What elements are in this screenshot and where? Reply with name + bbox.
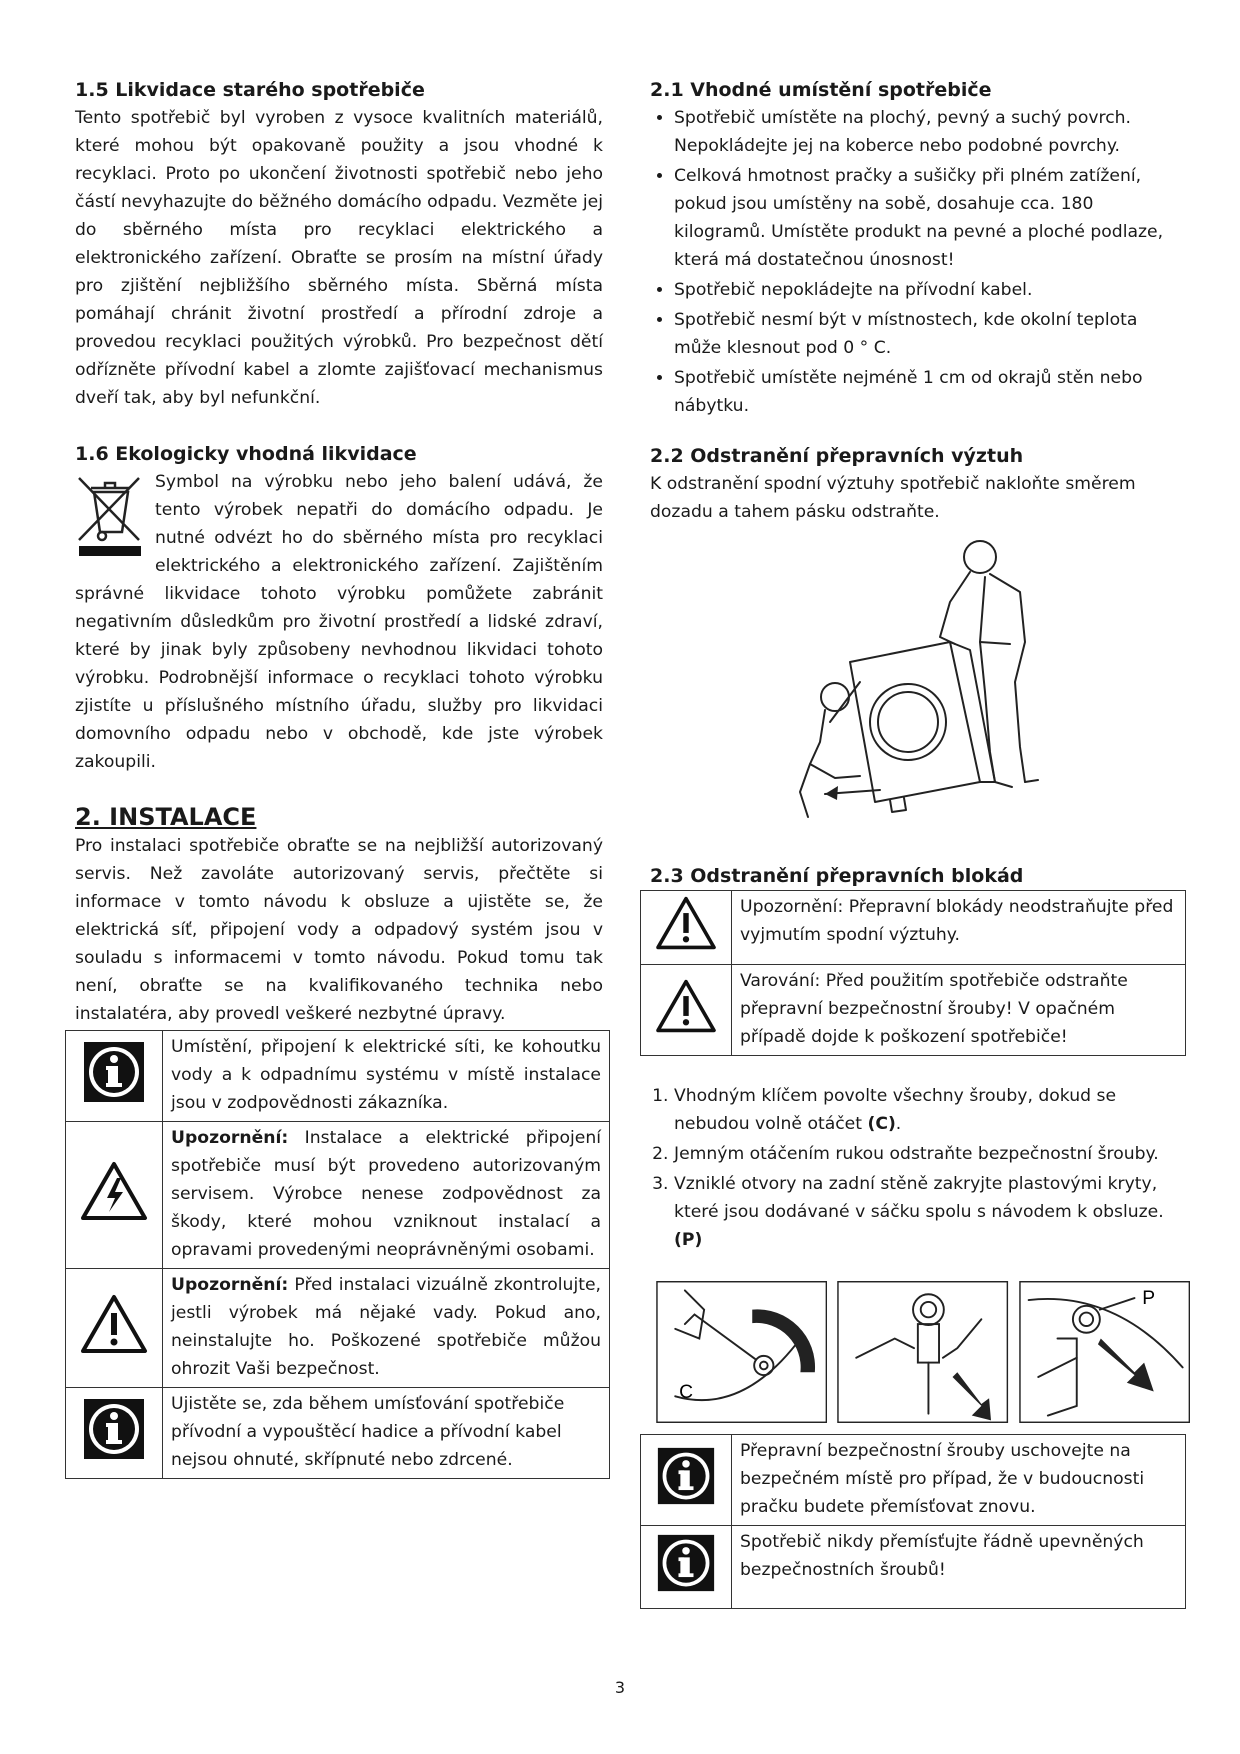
warning-icon	[641, 891, 732, 965]
placement-list	[650, 104, 1190, 420]
note-label: Upozornění:	[171, 1128, 289, 1148]
note-text: Ujistěte se, zda během umísťování spotřebiče přívodní a vypouštěcí hadice a přívodní kabel nejsou ohnuté, skřípnuté nebo zdrcené.	[163, 1388, 610, 1479]
step-item: 3. Vzniklé otvory na zadní stěně zakryjte plastovými kryty, které jsou dodávané v sáčku spolu s návodem k obsluze. (P)	[674, 1170, 1190, 1254]
fig-label-p: P	[1141, 1287, 1155, 1309]
step-item: 2. Jemným otáčením rukou odstraňte bezpečnostní šrouby.	[674, 1140, 1190, 1168]
electric-hazard-icon	[66, 1122, 163, 1269]
warning-text: Upozornění: Přepravní blokády neodstraňujte před vyjmutím spodní výztuhy.	[732, 891, 1186, 965]
removal-steps	[650, 1082, 1190, 1254]
note-row	[66, 1031, 610, 1122]
section-1-5-body: Tento spotřebič byl vyroben z vysoce kvalitních materiálů, které mohou být opakovaně použity a jsou vhodné k recyklaci. Proto po ukončení životnosti spotřebič nebo jeho částí nevyhazujte do běžného domácího odpadu. Vezměte jej do sběrného místa pro recyklaci elektrického a elektronického zařízení. Obraťte se prosím na místní úřady pro zjištění nejbližšího sběrného místa. Sběrná místa pomáhají chránit životní prostředí a přírodní zdroje a provedou recyklaci použitých výrobků. Pro bezpečnost dětí odřízněte přívodní kabel a zlomte zajišťovací mechanismus dveří tak, aby byl nefunkční.	[75, 108, 603, 408]
section-2-title: 2. INSTALACE	[75, 803, 257, 831]
steps-illustrations	[656, 1278, 1190, 1426]
section-2-2-body: K odstranění spodní výztuhy spotřebič nakloňte směrem dozadu a tahem pásku odstraňte.	[650, 474, 1136, 522]
tilting-washer-illustration	[780, 532, 1080, 822]
list-item: • Spotřebič nepokládejte na přívodní kabel.	[674, 276, 1190, 304]
note-row	[66, 1388, 610, 1479]
weee-crossed-bin-icon	[75, 474, 145, 558]
warning-icon	[66, 1269, 163, 1388]
section-1-6-body: Symbol na výrobku nebo jeho balení udává, že tento výrobek nepatři do domácího odpadu. Je nutné odvézt ho do sběrného místa pro recyklaci elektrického a elektronického zařízení. Zajištěním správné likvidace tohoto výrobku pomůžete zabránit negativním důsledkům pro životní prostředí a lidské zdraví, které by jinak byly způsobeny nevhodnou likvidaci tohoto výrobku. Podrobnější informace o recyklaci tohoto výrobku zjistíte u příslušného místního úřadu, služby pro likvidaci domovního odpadu nebo v obchodě, kde jste výrobek zakoupili.	[75, 472, 603, 772]
section-1-5-title: 1.5 Likvidace starého spotřebiče	[75, 79, 425, 101]
right-column	[650, 76, 1190, 1609]
wrench-loosen-illustration	[656, 1278, 827, 1426]
note-row	[66, 1122, 610, 1269]
note-label: Upozornění:	[171, 1275, 289, 1295]
section-1-6-title: 1.6 Ekologicky vhodná likvidace	[75, 443, 417, 465]
note-text: Přepravní bezpečnostní šrouby uschovejte na bezpečném místě pro případ, že v budoucnosti pračku budete přemísťovat znovu.	[732, 1435, 1186, 1526]
info-icon	[66, 1388, 163, 1479]
list-item: • Spotřebič umístěte nejméně 1 cm od okrajů stěn nebo nábytku.	[674, 364, 1190, 420]
note-text: Spotřebič nikdy přemísťujte řádně upevněných bezpečnostních šroubů!	[732, 1526, 1186, 1609]
section-2-2-title: 2.2 Odstranění přepravních výztuh	[650, 445, 1024, 467]
warning-row	[641, 965, 1186, 1056]
warning-icon	[641, 965, 732, 1056]
note-row	[641, 1526, 1186, 1609]
note-text: Umístění, připojení k elektrické síti, ke kohoutku vody a k odpadnímu systému v místě instalace jsou v zodpovědnosti zákazníka.	[163, 1031, 610, 1122]
info-icon	[66, 1031, 163, 1122]
plastic-cap-illustration	[1019, 1278, 1190, 1426]
step-item: 1. Vhodným klíčem povolte všechny šrouby, dokud se nebudou volně otáčet (C).	[674, 1082, 1190, 1138]
section-2-1-title: 2.1 Vhodné umístění spotřebiče	[650, 79, 992, 101]
list-item: • Spotřebič nesmí být v místnostech, kde okolní teplota může klesnout pod 0 ° C.	[674, 306, 1190, 362]
info-icon	[641, 1526, 732, 1609]
section-2-3-title: 2.3 Odstranění přepravních blokád	[650, 865, 1024, 887]
section-2-body: Pro instalaci spotřebiče obraťte se na nejbližší autorizovaný servis. Než zavoláte autorizovaný servis, přečtěte si informace v tomto návodu k obsluze a ujistěte se, že elektrická síť, připojení vody a odpadový systém jsou v souladu s informacemi v tomto návodu. Pokud tomu tak není, obraťte se na kvalifikovaného technika nebo instalatéra, aby provedl veškeré nezbytné úpravy.	[75, 836, 603, 1024]
transport-warnings-table	[640, 890, 1186, 1056]
info-icon	[641, 1435, 732, 1526]
section-1-6-content	[75, 468, 603, 776]
note-row	[641, 1435, 1186, 1526]
warning-text: Varování: Před použitím spotřebiče odstraňte přepravní bezpečnostní šrouby! V opačném případě dojde k poškození spotřebiče!	[732, 965, 1186, 1056]
screw-notes-table	[640, 1434, 1186, 1609]
left-column	[75, 76, 603, 1479]
note-text: Instalace a elektrické připojení spotřebiče musí být provedeno autorizovaným servisem. Výrobce nenese zodpovědnost za škody, které mohou vzniknout instalací a opravami provedenými neoprávněnými osobami.	[171, 1128, 601, 1260]
note-text: Před instalaci vizuálně zkontrolujte, jestli výrobek má nějaké vady. Pokud ano, neinstalujte ho. Poškozené spotřebiče můžou ohrozit Vaši bezpečnost.	[171, 1275, 601, 1379]
list-item: • Celková hmotnost pračky a sušičky při plném zatížení, pokud jsou umístěny na sobě, dosahuje cca. 180 kilogramů. Umístěte produkt na pevné a ploché podlaze, která má dostatečnou únosnost!	[674, 162, 1190, 274]
warning-row	[641, 891, 1186, 965]
installation-notes-table	[65, 1030, 610, 1479]
note-row	[66, 1269, 610, 1388]
page-number: 3	[614, 1678, 626, 1697]
fig-label-c: C	[679, 1382, 694, 1404]
screw-removal-illustration	[837, 1278, 1008, 1426]
list-item: • Spotřebič umístěte na plochý, pevný a suchý povrch. Nepokládejte jej na koberce nebo podobné povrchy.	[674, 104, 1190, 160]
